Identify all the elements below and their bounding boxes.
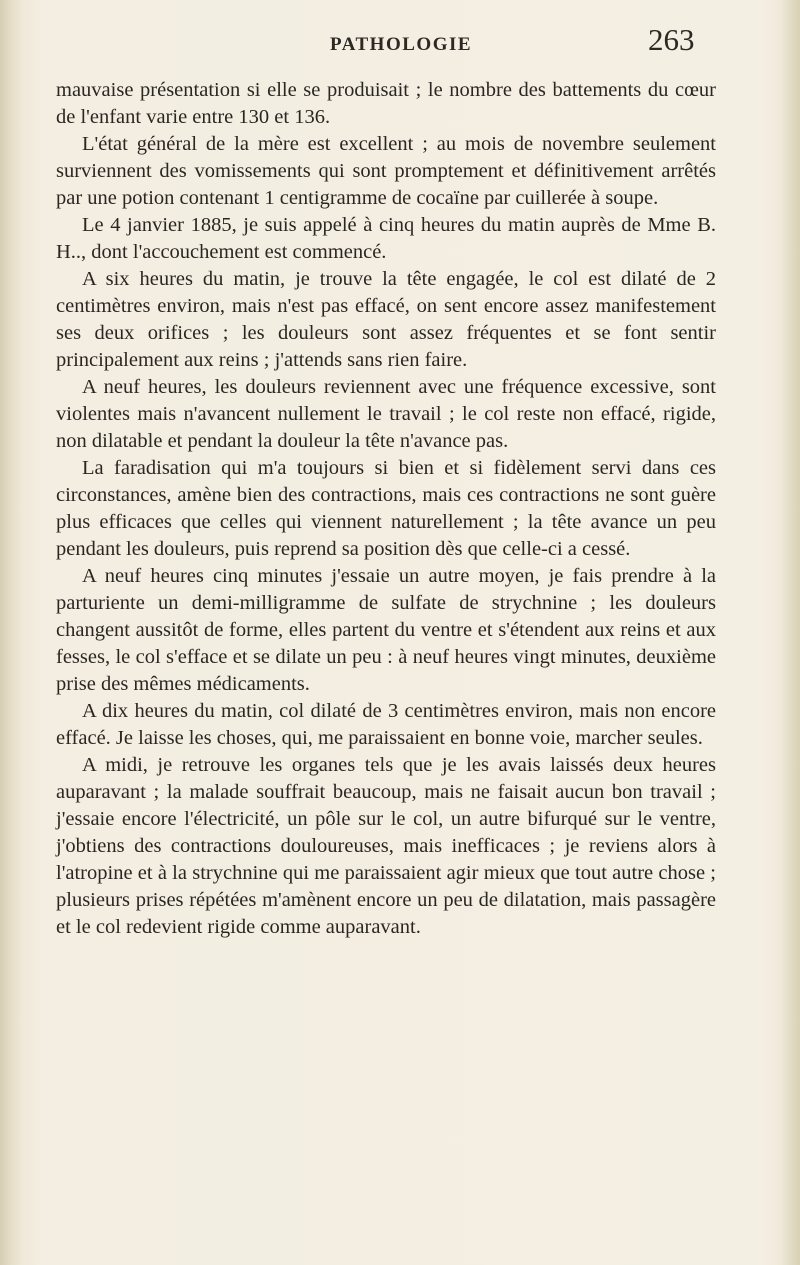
binding-edge [0,0,22,1265]
paragraph: L'état général de la mère est excellent ; au mois de novembre seulement surviennent des vomissements qui sont promptement et définitivement arrêtés par une potion contenant 1 centigramme de cocaïne par cuillerée à soupe. [56,133,716,209]
paragraph: La faradisation qui m'a toujours si bien et si fidèlement servi dans ces circonstances, amène bien des contractions, mais ces contractions ne sont guère plus efficaces que celles qui viennent naturellement ; la tête avance un peu pendant les douleurs, puis reprend sa position dès que celle-ci a cessé. [56,457,716,560]
body-text [56,77,716,941]
running-title: PATHOLOGIE [330,34,473,55]
paragraph: A neuf heures cinq minutes j'essaie un autre moyen, je fais prendre à la parturiente un demi-milligramme de sulfate de strychnine ; les douleurs changent aussitôt de forme, elles partent du ventre et s'étendent aux reins et aux fesses, le col s'efface et se dilate un peu : à neuf heures vingt minutes, deuxième prise des mêmes médicaments. [56,565,716,695]
page-number: 263 [648,22,695,57]
paragraph: A neuf heures, les douleurs reviennent avec une fréquence excessive, sont violentes mais n'avancent nullement le travail ; le col reste non effacé, rigide, non dilatable et pendant la douleur la tête n'avance pas. [56,376,716,452]
paragraph: mauvaise présentation si elle se produisait ; le nombre des battements du cœur de l'enfant varie entre 130 et 136. [56,79,716,128]
paragraph: Le 4 janvier 1885, je suis appelé à cinq heures du matin auprès de Mme B. H.., dont l'accouchement est commencé. [56,214,716,263]
paragraph: A dix heures du matin, col dilaté de 3 centimètres environ, mais non encore effacé. Je laisse les choses, qui, me paraissaient en bonne voie, marcher seules. [56,700,716,749]
page-edge [780,0,800,1265]
paragraph: A six heures du matin, je trouve la tête engagée, le col est dilaté de 2 centimètres environ, mais n'est pas effacé, on sent encore assez manifestement ses deux orifices ; les douleurs sont assez fréquentes et se font sentir principalement aux reins ; j'attends sans rien faire. [56,268,716,371]
paragraph: A midi, je retrouve les organes tels que je les avais laissés deux heures auparavant ; la malade souffrait beaucoup, mais ne faisait aucun bon travail ; j'essaie encore l'électricité, un pôle sur le col, un autre bifurqué sur le ventre, j'obtiens des contractions douloureuses, mais inefficaces ; je reviens alors à l'atropine et à la strychnine qui me paraissaient agir mieux que tout autre chose ; plusieurs prises répétées m'amènent encore un peu de dilatation, mais passagère et le col redevient rigide comme auparavant. [56,754,716,938]
running-head [0,22,800,72]
